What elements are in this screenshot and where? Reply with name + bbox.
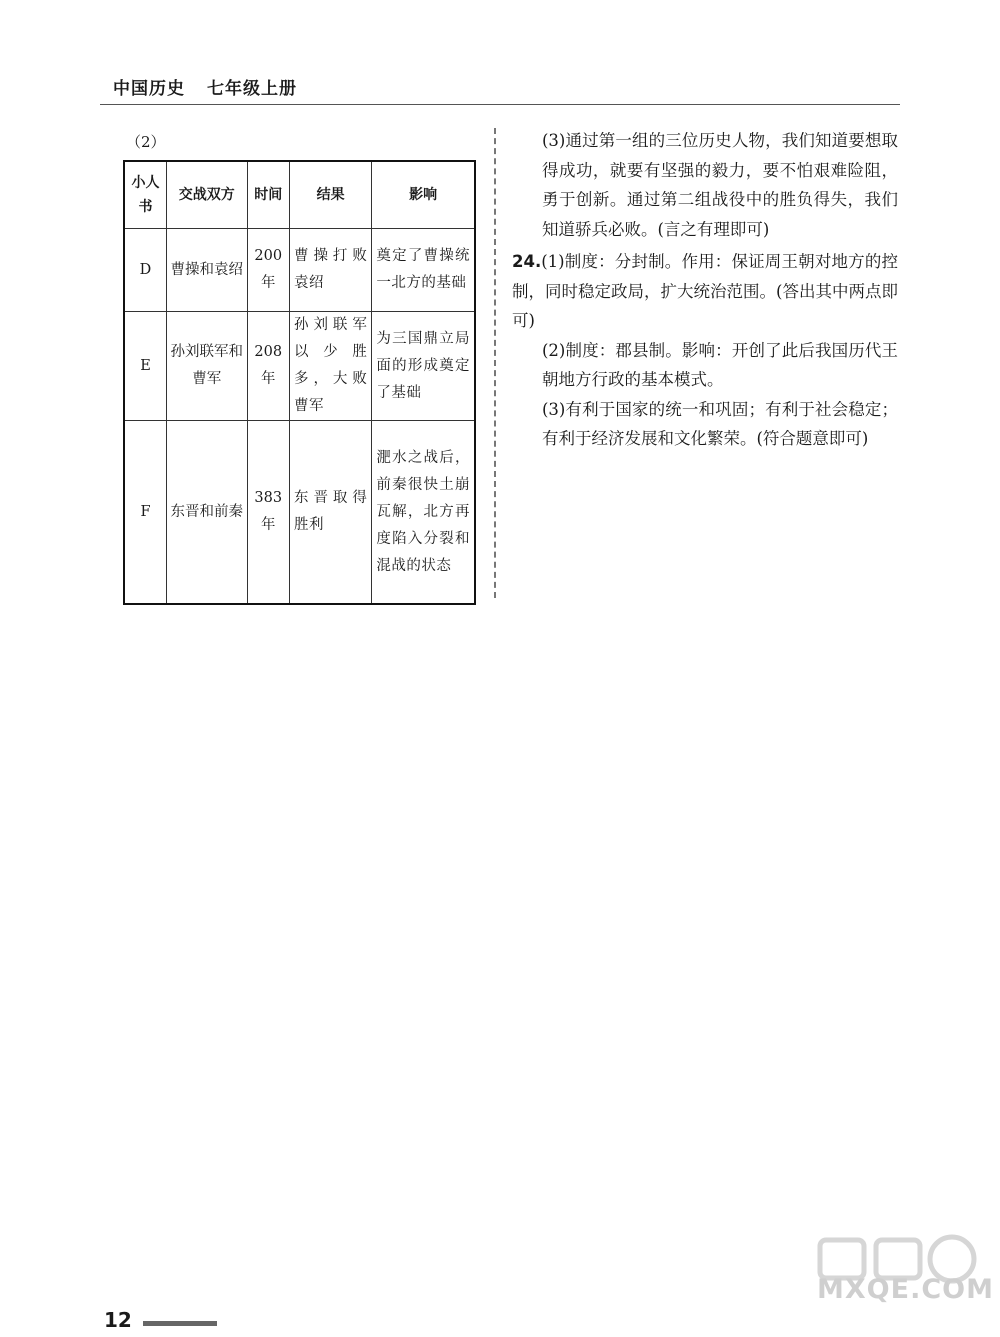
- cell-time: 383年: [247, 421, 289, 605]
- cell-parties: 孙刘联军和曹军: [166, 312, 247, 421]
- table-header-row: [124, 161, 475, 229]
- cell-book: D: [124, 229, 166, 312]
- answer-24: [512, 247, 898, 336]
- table-row: [124, 421, 475, 605]
- answer-24-part1: (1)制度：分封制。作用：保证周王朝对地方的控制，同时稳定政局，扩大统治范围。(答出其中两点即可): [512, 252, 898, 330]
- watermark-text: MXQE.COM: [817, 1274, 994, 1305]
- header-result: 结果: [290, 161, 372, 229]
- column-divider: [494, 128, 496, 598]
- header-rule: [100, 104, 900, 105]
- cell-parties: 东晋和前秦: [166, 421, 247, 605]
- cell-time: 200年: [247, 229, 289, 312]
- header-book: 小人书: [124, 161, 166, 229]
- cell-book: E: [124, 312, 166, 421]
- battle-table: [123, 160, 476, 605]
- cell-result: 曹操打败袁绍: [290, 229, 372, 312]
- header-grade: 七年级上册: [207, 79, 297, 99]
- answer-23-part3: (3)通过第一组的三位历史人物，我们知道要想取得成功，就要有坚强的毅力，要不怕艰难险阻，勇于创新。通过第二组战役中的胜负得失，我们知道骄兵必败。(言之有理即可): [542, 131, 898, 239]
- cell-impact: 奠定了曹操统一北方的基础: [372, 229, 475, 312]
- cell-time: 208年: [247, 312, 289, 421]
- cell-parties: 曹操和袁绍: [166, 229, 247, 312]
- table-row: [124, 312, 475, 421]
- answer-24-part3: (3)有利于国家的统一和巩固；有利于社会稳定；有利于经济发展和文化繁荣。(符合题意即可): [542, 399, 898, 448]
- cell-result: 孙刘联军以少胜多，大败曹军: [290, 312, 372, 421]
- question-number: 24.: [512, 252, 542, 271]
- cell-result: 东晋取得胜利: [290, 421, 372, 605]
- page-number: 12: [104, 1308, 132, 1332]
- footer-bar: [143, 1321, 217, 1326]
- answer-24-part2: (2)制度：郡县制。影响：开创了此后我国历代王朝地方行政的基本模式。: [542, 340, 898, 389]
- cell-book: F: [124, 421, 166, 605]
- cell-impact: 为三国鼎立局面的形成奠定了基础: [372, 312, 475, 421]
- answer-column: [512, 126, 898, 454]
- header-subject: 中国历史: [113, 79, 185, 99]
- table-row: [124, 229, 475, 312]
- header-impact: 影响: [372, 161, 475, 229]
- page-header: [113, 74, 297, 99]
- cell-impact: 淝水之战后，前秦很快土崩瓦解，北方再度陷入分裂和混战的状态: [372, 421, 475, 605]
- header-time: 时间: [247, 161, 289, 229]
- section-label: （2）: [126, 133, 166, 151]
- header-parties: 交战双方: [166, 161, 247, 229]
